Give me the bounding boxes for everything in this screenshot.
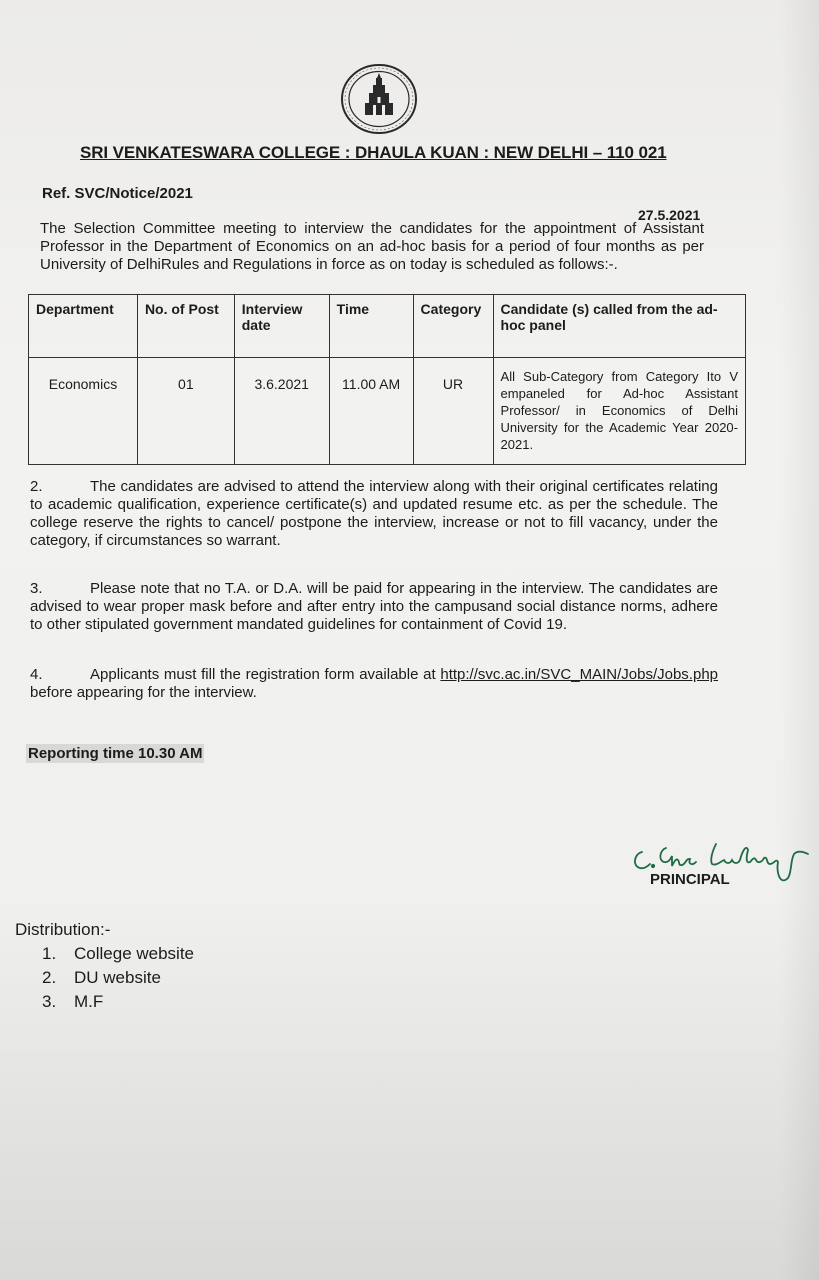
list-item	[42, 990, 194, 1014]
college-seal	[340, 63, 418, 135]
list-item	[42, 966, 194, 990]
paragraph-4-text-before: Applicants must fill the registration form available at	[90, 666, 441, 683]
paragraph-4-text-after: before appearing for the interview.	[30, 684, 257, 701]
header-candidates: Candidate (s) called from the ad-hoc panel	[493, 295, 745, 358]
paragraph-2-text: The candidates are advised to attend the interview along with their original certificates relating to academic qualification, experience certificate(s) and updated resume etc. as per the schedule. The college reserve the rights to cancel/ postpone the interview, increase or not to fill vacancy, under the category, if circumstances so warrant.	[30, 478, 718, 549]
paragraph-2-number: 2.	[30, 478, 43, 495]
list-item-text: College website	[74, 944, 195, 963]
reference-number: Ref. SVC/Notice/2021	[42, 185, 193, 202]
list-item	[42, 942, 194, 966]
header-interview-date: Interview date	[234, 295, 329, 358]
header-department: Department	[29, 295, 138, 358]
paragraph-3	[30, 580, 718, 634]
distribution-list	[42, 942, 194, 1014]
interview-schedule-table	[28, 294, 746, 465]
list-item-text: M.F	[74, 992, 104, 1011]
distribution-label: Distribution:-	[15, 920, 111, 939]
reporting-time: Reporting time 10.30 AM	[28, 745, 203, 762]
header-category: Category	[413, 295, 493, 358]
paragraph-3-text: Please note that no T.A. or D.A. will be paid for appearing in the interview. The candidates are advised to wear proper mask before and after entry into the campusand social distance norms, adhere to other stipulated government mandated guidelines for containment of Covid 19.	[30, 580, 718, 633]
paragraph-3-number: 3.	[30, 580, 43, 597]
paragraph-2	[30, 478, 718, 550]
principal-title: PRINCIPAL	[650, 871, 730, 888]
intro-paragraph: The Selection Committee meeting to interview the candidates for the appointment of Assistant Professor in the Department of Economics on an ad-hoc basis for a period of four months as per University of DelhiRules and Regulations in force as on today is scheduled as follows:-.	[40, 220, 704, 273]
list-item-text: DU website	[74, 968, 161, 987]
list-item-number: 2.	[42, 968, 57, 987]
cell-no-of-post: 01	[137, 358, 234, 465]
list-item-number: 1.	[42, 944, 57, 963]
registration-form-link[interactable]: http://svc.ac.in/SVC_MAIN/Jobs/Jobs.php	[440, 666, 718, 683]
table-header-row	[29, 295, 746, 358]
cell-interview-date: 3.6.2021	[234, 358, 329, 465]
list-item-number: 3.	[42, 992, 57, 1011]
page-shadow	[779, 0, 819, 1280]
cell-candidates: All Sub-Category from Category Ito V empaneled for Ad-hoc Assistant Professor/ in Economics of Delhi University for the Academic Year 2020-2021.	[493, 358, 745, 465]
header-time: Time	[329, 295, 413, 358]
paragraph-4-number: 4.	[30, 666, 43, 683]
table-row	[29, 358, 746, 465]
paragraph-4	[30, 666, 718, 702]
cell-time: 11.00 AM	[329, 358, 413, 465]
college-title: SRI VENKATESWARA COLLEGE : DHAULA KUAN : NEW DELHI – 110 021	[80, 143, 667, 162]
header-no-of-post: No. of Post	[137, 295, 234, 358]
cell-department: Economics	[29, 358, 138, 465]
notice-date: 27.5.2021	[638, 207, 701, 223]
cell-category: UR	[413, 358, 493, 465]
